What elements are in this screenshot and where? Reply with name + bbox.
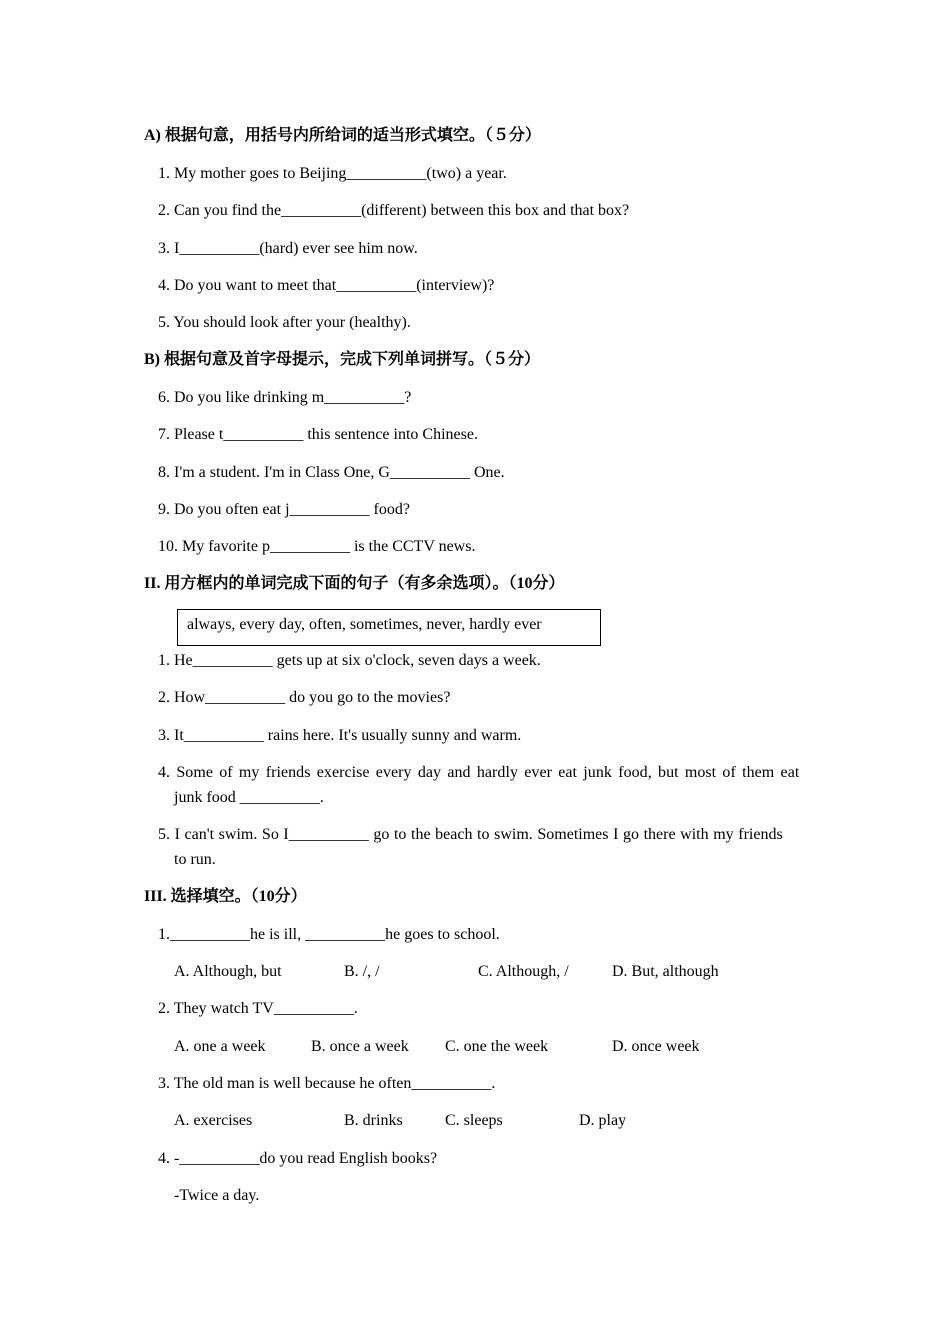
section-b-item-7: 7. Please t__________ this sentence into Chinese. (158, 426, 478, 443)
section-iii-q2-stem: 2. They watch TV__________. (158, 1000, 358, 1017)
section-iii-q1-stem: 1.__________he is ill, __________he goes to school. (158, 926, 500, 943)
section-ii-item-4-line-1: 4. Some of my friends exercise every day and hardly ever eat junk food, but most of them eat (158, 764, 800, 781)
section-ii-item-5-line-2: to run. (174, 851, 216, 868)
section-ii-item-1: 1. He__________ gets up at six o'clock, seven days a week. (158, 652, 541, 669)
section-ii-item-2: 2. How__________ do you go to the movies? (158, 689, 451, 706)
section-b-item-8: 8. I'm a student. I'm in Class One, G__________ One. (158, 464, 505, 481)
section-ii-item-3: 3. It__________ rains here. It's usually sunny and warm. (158, 727, 522, 744)
section-b-item-9: 9. Do you often eat j__________ food? (158, 501, 410, 518)
section-a-item-5: 5. You should look after your (healthy). (158, 314, 411, 331)
q1-option-b: B. /, / (344, 963, 380, 980)
q2-option-c: C. one the week (445, 1038, 549, 1055)
section-iii-q3-stem: 3. The old man is well because he often__________. (158, 1075, 496, 1092)
q3-option-a: A. exercises (174, 1112, 253, 1129)
section-iii-q4-stem: 4. -__________do you read English books? (158, 1150, 438, 1167)
section-a-item-2: 2. Can you find the__________(different) between this box and that box? (158, 202, 630, 219)
section-ii-item-4-line-2: junk food __________. (174, 789, 324, 806)
section-a-item-1: 1. My mother goes to Beijing__________(two) a year. (158, 165, 507, 182)
section-b-item-10: 10. My favorite p__________ is the CCTV news. (158, 538, 476, 555)
section-a-item-4: 4. Do you want to meet that__________(interview)? (158, 277, 495, 294)
section-iii-q4-answer: -Twice a day. (174, 1187, 260, 1204)
q2-option-a: A. one a week (174, 1038, 266, 1055)
section-b-item-6: 6. Do you like drinking m__________? (158, 389, 412, 406)
q1-option-a: A. Although, but (174, 963, 282, 980)
word-box (177, 609, 601, 646)
q3-option-c: C. sleeps (445, 1112, 503, 1129)
q3-option-d: D. play (579, 1112, 627, 1129)
word-box-text: always, every day, often, sometimes, never, hardly ever (187, 616, 542, 633)
section-iii-heading: III. 选择填空。（10分） (144, 888, 307, 905)
section-ii-heading: II. 用方框内的单词完成下面的句子（有多余选项）。（10分） (144, 575, 565, 592)
section-a-item-3: 3. I__________(hard) ever see him now. (158, 240, 418, 257)
section-ii-item-5-line-1: 5. I can't swim. So I__________ go to the beach to swim. Sometimes I go there with my friends (158, 826, 783, 843)
q1-option-c: C. Although, / (478, 963, 569, 980)
q2-option-d: D. once week (612, 1038, 700, 1055)
q3-option-b: B. drinks (344, 1112, 403, 1129)
q2-option-b: B. once a week (311, 1038, 409, 1055)
q1-option-d: D. But, although (612, 963, 719, 980)
section-b-heading: B) 根据句意及首字母提示，完成下列单词拼写。（５分） (144, 351, 541, 368)
section-a-heading: A) 根据句意，用括号内所给词的适当形式填空。（５分） (144, 127, 541, 144)
